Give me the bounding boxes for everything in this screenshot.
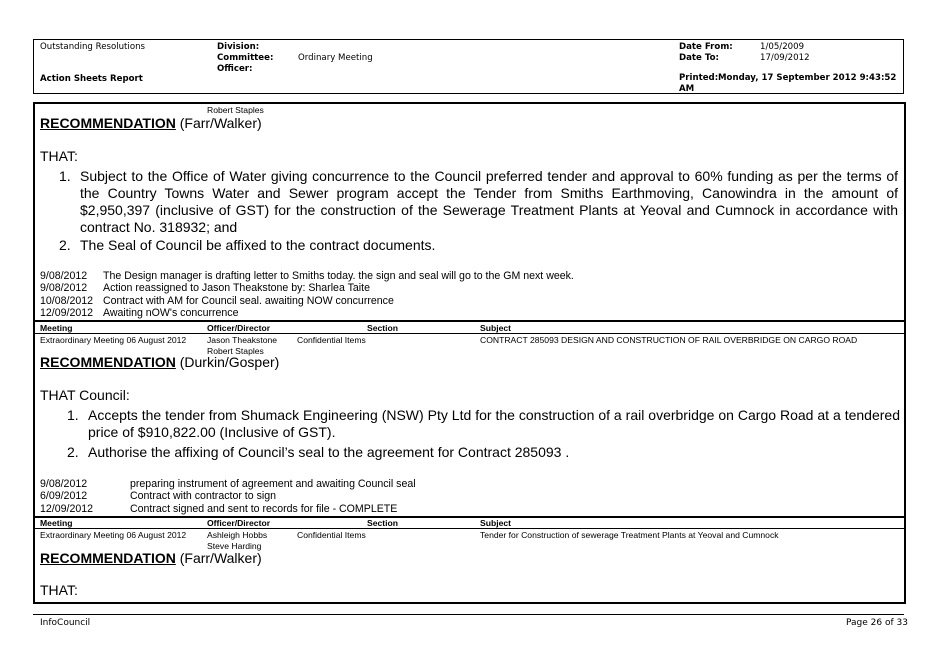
report-type: Action Sheets Report <box>40 74 143 84</box>
printed-label: Printed: <box>679 73 719 83</box>
section-name: Confidential Items <box>297 335 366 345</box>
page-number: Page 26 of 33 <box>846 618 908 628</box>
committee-value: Ordinary Meeting <box>298 53 373 63</box>
committee-label: Committee: <box>217 53 274 63</box>
action-text: Action reassigned to Jason Theakstone by: Sharlea Taite <box>103 282 370 294</box>
report-header <box>33 39 904 94</box>
division-label: Division: <box>217 42 260 52</box>
action-text: preparing instrument of agreement and awaiting Council seal <box>130 478 416 490</box>
section-name: Confidential Items <box>297 530 366 540</box>
action-date: 9/08/2012 <box>40 282 88 294</box>
action-date: 6/09/2012 <box>40 490 88 502</box>
action-entry <box>40 478 416 490</box>
resolution-item <box>67 444 900 461</box>
recommendation-movers: (Durkin/Gosper) <box>175 354 280 370</box>
action-date: 10/08/2012 <box>40 295 94 307</box>
item-number: 1. <box>59 168 71 184</box>
officer-name: Ashleigh Hobbs <box>207 530 268 540</box>
officer-continued: Robert Staples <box>207 105 264 115</box>
item-number: 2. <box>59 237 71 253</box>
col-section: Section <box>367 518 399 528</box>
col-subject: Subject <box>480 323 512 333</box>
header-underline <box>35 333 904 334</box>
recommendation-movers: (Farr/Walker) <box>175 550 262 566</box>
report-name: Outstanding Resolutions <box>40 42 145 52</box>
resolution-item <box>59 168 898 236</box>
col-meeting: Meeting <box>40 323 73 333</box>
date-from-value: 1/05/2009 <box>760 42 805 52</box>
item-text: Subject to the Office of Water giving concurrence to the Council preferred tender and approval to 60% funding as per the terms of the Country Towns Water and Sewer program accept the Tender from Smiths Earthmoving, Canowindra in the amount of $2,950,397 (inclusive of GST) for the construction of the Sewerage Treatment Plants at Yeoval and Cumnock in accordance with contract No. 318932; and <box>80 168 898 235</box>
action-entry <box>40 282 370 294</box>
recommendation-label: RECOMMENDATION <box>40 550 176 566</box>
header-underline <box>35 528 904 529</box>
recommendation-heading <box>40 550 262 566</box>
meeting-name: Extraordinary Meeting 06 August 2012 <box>40 530 187 540</box>
officer-name: Robert Staples <box>207 346 264 356</box>
section-divider <box>35 516 904 518</box>
recommendation-heading <box>40 115 262 131</box>
action-date: 12/09/2012 <box>40 307 94 319</box>
action-entry <box>40 307 238 319</box>
item-text: Authorise the affixing of Council’s seal to the agreement for Contract 285093 . <box>88 444 570 460</box>
that-heading: THAT Council: <box>40 387 130 403</box>
date-from-label: Date From: <box>679 42 733 52</box>
recommendation-label: RECOMMENDATION <box>40 115 176 131</box>
item-text: The Seal of Council be affixed to the contract documents. <box>80 237 436 253</box>
section-divider <box>35 320 904 322</box>
action-text: The Design manager is drafting letter to Smiths today. the sign and seal will go to the GM next week. <box>103 270 574 282</box>
printed-value-cont: AM <box>679 84 695 94</box>
subject-text: CONTRACT 285093 DESIGN AND CONSTRUCTION OF RAIL OVERBRIDGE ON CARGO ROAD <box>480 335 858 345</box>
item-number: 1. <box>67 407 79 423</box>
recommendation-heading <box>40 354 279 370</box>
action-text: Awaiting nOW's concurrence <box>103 307 239 319</box>
printed-value: Monday, 17 September 2012 9:43:52 <box>718 73 897 83</box>
officer-name: Jason Theakstone <box>207 335 278 345</box>
officer-label: Officer: <box>217 64 253 74</box>
item-number: 2. <box>67 444 79 460</box>
action-entry <box>40 295 394 307</box>
action-date: 9/08/2012 <box>40 478 88 490</box>
col-meeting: Meeting <box>40 518 73 528</box>
item-text: Accepts the tender from Shumack Engineering (NSW) Pty Ltd for the construction of a rail overbridge on Cargo Road at a tendered price of $910,822.00 (Inclusive of GST). <box>88 407 900 440</box>
officer-name: Steve Harding <box>207 541 262 551</box>
col-officer: Officer/Director <box>207 518 271 528</box>
col-officer: Officer/Director <box>207 323 271 333</box>
action-entry <box>40 490 276 502</box>
resolution-item <box>59 237 898 254</box>
action-text: Contract signed and sent to records for file - COMPLETE <box>130 503 398 515</box>
date-to-label: Date To: <box>679 53 719 63</box>
footer-divider <box>33 614 904 615</box>
action-entry <box>40 270 574 282</box>
col-section: Section <box>367 323 399 333</box>
that-heading: THAT: <box>40 582 78 598</box>
action-entry <box>40 503 397 515</box>
subject-text: Tender for Construction of sewerage Treatment Plants at Yeoval and Cumnock <box>480 530 779 540</box>
date-to-value: 17/09/2012 <box>760 53 810 63</box>
recommendation-movers: (Farr/Walker) <box>175 115 262 131</box>
recommendation-label: RECOMMENDATION <box>40 354 176 370</box>
col-subject: Subject <box>480 518 512 528</box>
meeting-name: Extraordinary Meeting 06 August 2012 <box>40 335 187 345</box>
action-text: Contract with AM for Council seal. awaiting NOW concurrence <box>103 295 394 307</box>
action-date: 9/08/2012 <box>40 270 88 282</box>
that-heading: THAT: <box>40 148 78 164</box>
action-sheet-body <box>33 102 906 604</box>
resolution-item <box>67 407 900 441</box>
action-text: Contract with contractor to sign <box>130 490 277 502</box>
footer-app-name: InfoCouncil <box>40 618 91 628</box>
action-date: 12/09/2012 <box>40 503 94 515</box>
